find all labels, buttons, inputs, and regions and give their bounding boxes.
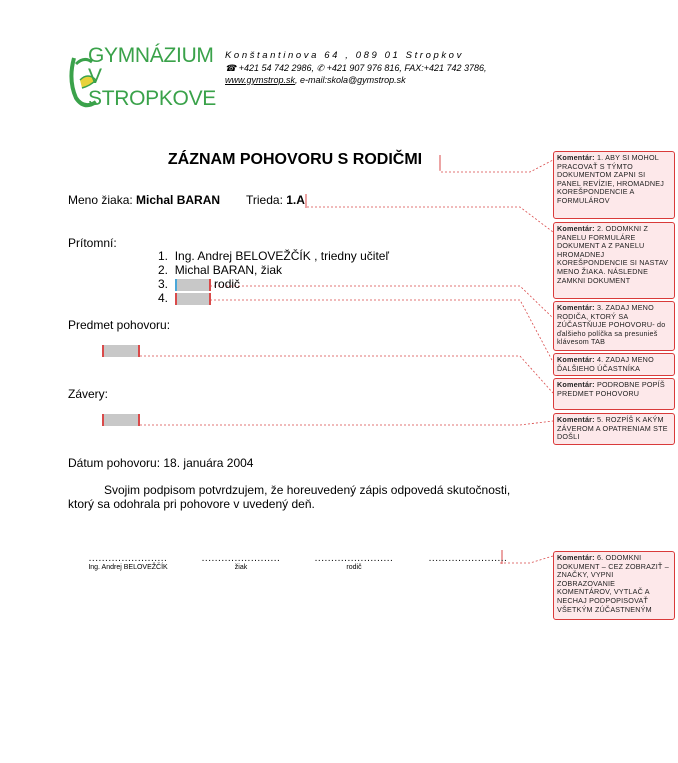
student-label: Meno žiaka:	[68, 193, 133, 207]
comment-balloon[interactable]: Komentár: 5. ROZPÍŠ K AKÝM ZÁVEROM A OPATRENIAM STE DOŠLI	[553, 413, 675, 445]
signature-parent: ........................ rodič	[314, 553, 394, 571]
present-label: Prítomní:	[68, 236, 117, 250]
interview-date: Dátum pohovoru: 18. januára 2004	[68, 456, 254, 470]
list-item: 1. Ing. Andrej BELOVEŽČÍK , triedny učiteľ	[158, 249, 389, 263]
subject-field[interactable]	[102, 345, 140, 357]
class-value[interactable]: 1.A	[286, 193, 305, 207]
comment-balloon[interactable]: Komentár: 2. ODOMKNI Z PANELU FORMULÁRE DOKUMENT A Z PANELU HROMADNEJ KOREŠPONDENCIE SI NASTAV MENO ŽIAKA. NÁSLEDNE ZAMKNI DOKUMENT	[553, 222, 675, 299]
conclusions-field[interactable]	[102, 414, 140, 426]
school-contact	[225, 62, 487, 86]
parent-name-field[interactable]	[175, 279, 211, 291]
page-title: ZÁZNAM POHOVORU S RODIČMI	[167, 151, 423, 168]
school-web-link[interactable]: www.gymstrop.sk	[225, 75, 296, 85]
list-item: 2. Michal BARAN, žiak	[158, 263, 283, 277]
conclusions-label: Závery:	[68, 387, 109, 401]
participant-name-field[interactable]	[175, 293, 211, 305]
school-address: Konštantinova 64 , 089 01 Stropkov	[225, 50, 464, 61]
list-item: 3. rodič	[158, 277, 241, 291]
signature-teacher: ........................ Ing. Andrej BELOVEŽČÍK	[88, 553, 168, 571]
present-list	[158, 249, 389, 305]
comment-balloon[interactable]: Komentár: 3. ZADAJ MENO RODIČA, KTORÝ SA ZÚČASTŇUJE POHOVORU- do ďalšieho políčka sa presunieš klávesom TAB	[553, 301, 675, 351]
comment-balloon[interactable]: Komentár: PODROBNE POPÍŠ PREDMET POHOVORU	[553, 378, 675, 410]
school-logo	[66, 40, 226, 116]
school-email: , e-mail:skola@gymstrop.sk	[295, 75, 406, 85]
comment-balloon[interactable]: Komentár: 6. ODOMKNI DOKUMENT – CEZ ZOBRAZIŤ – ZNAČKY, VYPNI ZOBRAZOVANIE KOMENTÁROV, VYTLAČ A NECHAJ PODPOPISOVAŤ VŠETKÝM ZÚČASTNENÝM	[553, 551, 675, 620]
signatures-row	[82, 553, 507, 577]
comment-balloon[interactable]: Komentár: 4. ZADAJ MENO ĎALŠIEHO ÚČASTNÍKA	[553, 353, 675, 376]
signature-student: ........................ žiak	[201, 553, 281, 571]
student-name[interactable]: Michal BARAN	[136, 193, 221, 207]
logo-text-line2: V STROPKOVE	[88, 65, 216, 110]
class-row	[246, 193, 305, 207]
student-row	[68, 193, 220, 207]
logo-text-line1: GYMNÁZIUM	[88, 44, 214, 67]
subject-label: Predmet pohovoru:	[68, 318, 171, 332]
comment-balloon[interactable]: Komentár: 1. ABY SI MOHOL PRACOVAŤ S TÝMTO DOKUMENTOM ZAPNI SI PANEL REVÍZIE, HROMADNEJ KOREŠPONDENCIE A FORMULÁROV	[553, 151, 675, 219]
statement-line2: ktorý sa odohrala pri pohovore v uvedený deň.	[68, 497, 315, 511]
statement-line1: Svojim podpisom potvrdzujem, že horeuvedený zápis odpovedá skutočnosti,	[104, 483, 511, 497]
school-phones: ☎ +421 54 742 2986, ✆ +421 907 976 816, FAX:+421 742 3786,	[225, 63, 487, 73]
class-label: Trieda:	[246, 193, 283, 207]
signature-other: ........................	[428, 553, 508, 564]
list-item: 4.	[158, 291, 389, 305]
